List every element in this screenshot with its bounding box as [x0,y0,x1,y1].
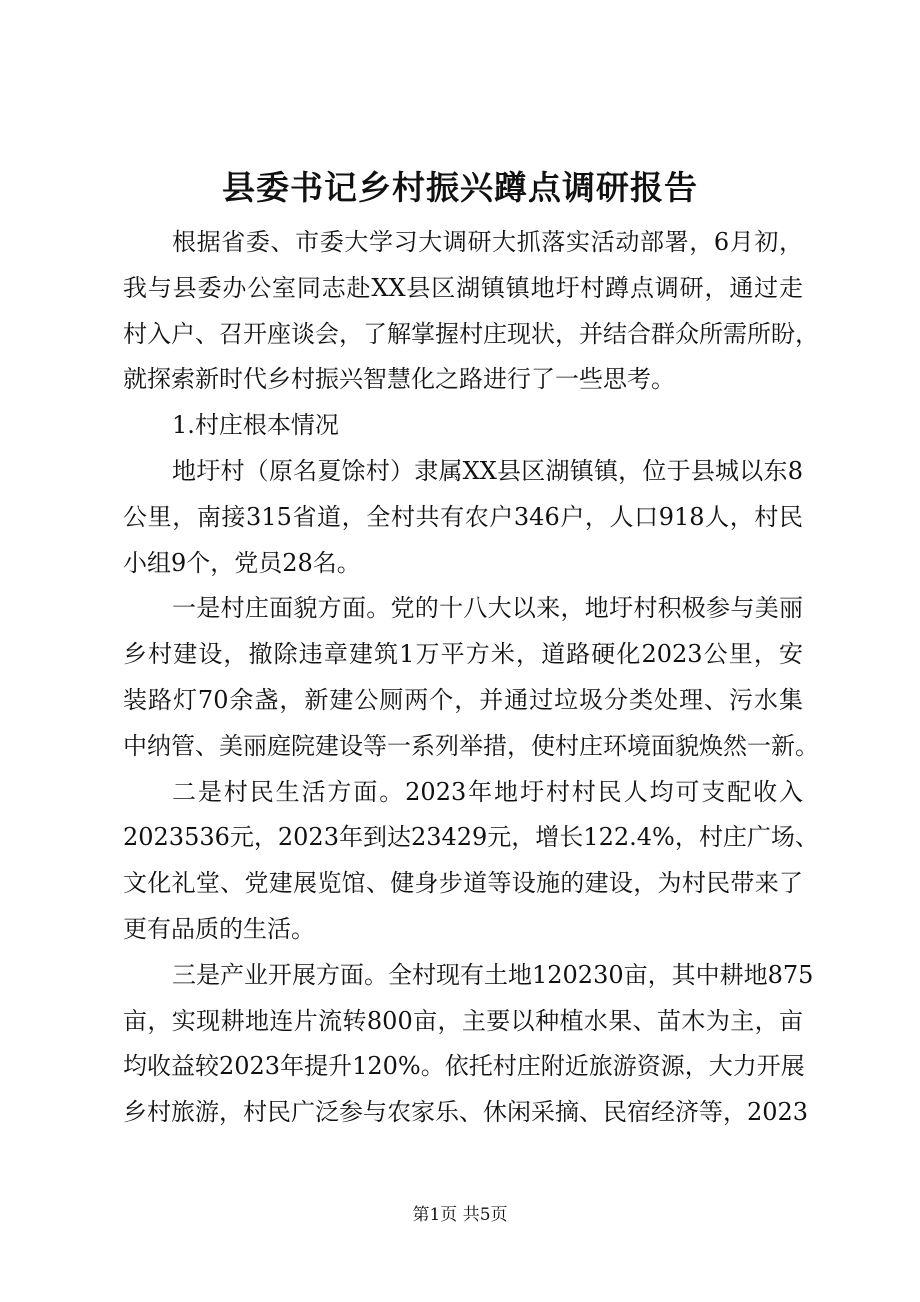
text-line: 乡村旅游，村民广泛参与农家乐、休闲采摘、民宿经济等，2023 [123,1098,809,1127]
text-line: 小组9个，党员28名。 [123,548,361,577]
text-line: 2023536元，2023年到达23429元，增长122.4%，村庄广场、 [123,823,819,852]
text-line: 一是村庄面貌方面。党的十八大以来，地圩村积极参与美丽 [172,594,803,623]
text-line: 装路灯70余盏，新建公厕两个，并通过垃圾分类处理、污水集 [123,685,803,714]
text-line: 乡村建设，撤除违章建筑1万平方米，道路硬化2023公里，安 [123,640,803,669]
text-line: 根据省委、市委大学习大调研大抓落实活动部署，6月初， [172,228,803,256]
page-footer: 第1页 共5页 [412,1205,508,1225]
paragraph [123,953,814,1136]
text-line: 亩，实现耕地连片流转800亩，主要以种植水果、苗木为主，亩 [123,1006,803,1035]
text-line: 村入户、召开座谈会，了解掌握村庄现状，并结合群众所需所盼， [123,319,819,348]
paragraph [123,220,819,403]
section-heading [123,403,803,449]
text-line: 地圩村（原名夏馀村）隶属XX县区湖镇镇，位于县城以东8 [172,456,803,485]
text-line: 文化礼堂、党建展览馆、健身步道等设施的建设，为村民带来了 [123,869,803,898]
text-line: 三是产业开展方面。全村现有土地120230亩，其中耕地875 [172,960,814,989]
paragraph [123,770,819,953]
text-line: 二是村民生活方面。2023年地圩村村民人均可支配收入 [172,777,803,806]
text-line: 更有品质的生活。 [123,914,315,943]
text-line: 中纳管、美丽庭院建设等一系列举措，使村庄环境面貌焕然一新。 [123,731,819,760]
document-title: 县委书记乡村振兴蹲点调研报告 [222,168,698,207]
paragraph [123,586,819,769]
text-line: 均收益较2023年提升120%。依托村庄附近旅游资源，大力开展 [123,1052,805,1081]
text-line: 公里，南接315省道，全村共有农户346户，人口918人，村民 [123,502,803,531]
document-body [123,220,819,1136]
text-line: 就探索新时代乡村振兴智慧化之路进行了一些思考。 [123,365,675,394]
text-line: 我与县委办公室同志赴XX县区湖镇镇地圩村蹲点调研，通过走 [123,273,803,302]
text-line: 1.村庄根本情况 [172,411,339,440]
paragraph [123,449,803,586]
